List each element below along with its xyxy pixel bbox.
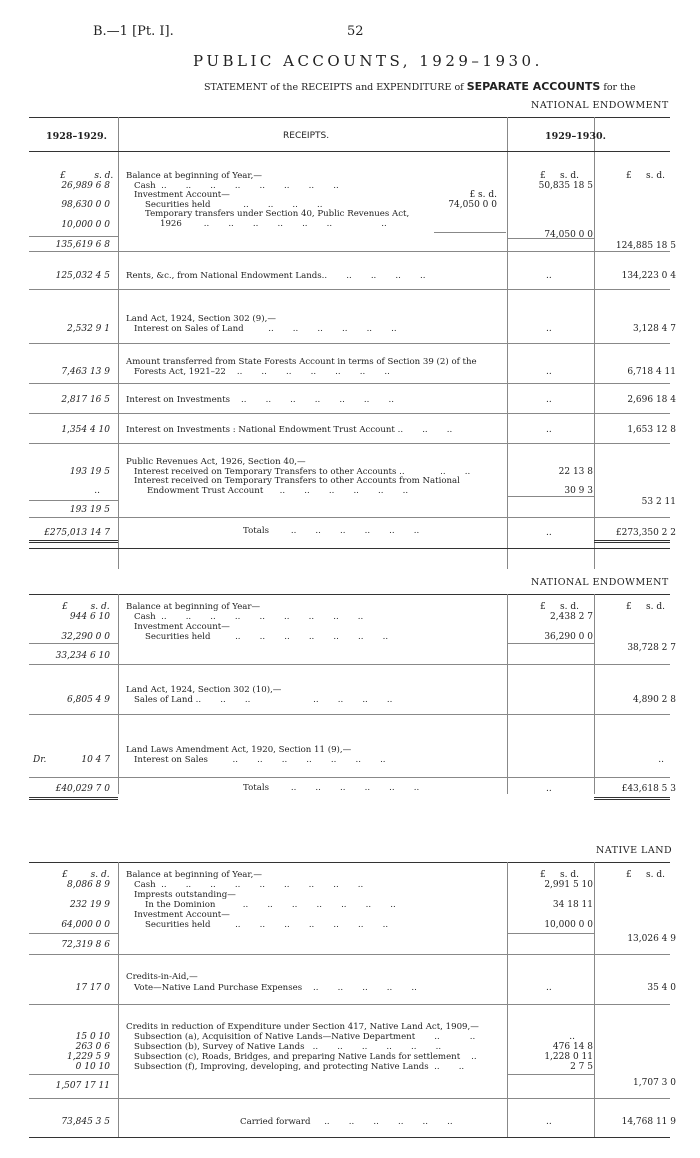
report-reference: B.—1 [Pt. I]. xyxy=(93,24,174,39)
s3-vote-prev: 17 17 0 xyxy=(75,983,110,993)
investment-mid: 74,050 0 0 xyxy=(544,230,593,240)
s3-vote-curr: 35 4 0 xyxy=(647,983,676,993)
s2-sales-prev: 6,805 4 9 xyxy=(67,695,110,705)
s2-balance-subtotal-prev: 33,234 6 10 xyxy=(55,651,110,661)
s2-interest-sales-prev: 10 4 7 xyxy=(81,755,110,765)
s3-carried-forward-prev: 73,845 3 5 xyxy=(61,1117,110,1127)
s3-dominion-mid: 34 18 11 xyxy=(552,900,593,910)
page-number: 52 xyxy=(347,24,364,39)
section1-name: NATIONAL ENDOWMENT xyxy=(531,100,669,111)
public-revenues-subtotal-prev: 193 19 5 xyxy=(69,505,110,515)
s3-mid-currency-head xyxy=(540,870,579,880)
s3-sub-c-mid: 1,228 0 11 xyxy=(544,1052,593,1062)
s2-cash-prev: 944 6 10 xyxy=(69,612,110,622)
s3-reduction-label: Credits in reduction of Expenditure under Section 417, Native Land Act, 1909,— xyxy=(126,1022,479,1032)
land-act-prev: 2,532 9 1 xyxy=(67,324,110,334)
s3-sub-c-label: Subsection (c), Roads, Bridges, and preparing Native Lands for settlement .. xyxy=(134,1052,477,1062)
s3-securities-text: Securities held xyxy=(145,920,211,930)
section2-name: NATIONAL ENDOWMENT xyxy=(531,577,669,588)
s2-balance-label: Balance at beginning of Year— xyxy=(126,602,261,612)
forests-label: Amount transferred from State Forests Account in terms of Section 39 (2) of the xyxy=(126,357,477,367)
s3-sub-b-prev: 263 0 6 xyxy=(75,1042,110,1052)
s3-sub-a-prev: 15 0 10 xyxy=(75,1032,110,1042)
s3-sub-c-prev: 1,229 5 9 xyxy=(67,1052,110,1062)
s2-securities-text: Securities held xyxy=(145,632,211,642)
s3-securities-label: Securities held .. .. .. .. .. .. .. xyxy=(145,920,389,930)
s3-vote-mid-dots: .. xyxy=(546,983,552,993)
totals-text: Totals xyxy=(243,526,269,536)
s2-securities-label: Securities held .. .. .. .. .. .. .. xyxy=(145,632,389,642)
public-revenues-line4-text: Endowment Trust Account xyxy=(147,486,264,496)
s3-cash-prev: 8,086 8 9 xyxy=(67,880,110,890)
s2-sales-label: Sales of Land .. .. .. .. .. .. .. xyxy=(134,695,393,705)
s2-securities-prev: 32,290 0 0 xyxy=(61,632,110,642)
trust-interest-mid-dots: .. xyxy=(546,425,552,435)
s3-imprests-label: Imprests outstanding— xyxy=(134,890,236,900)
s3-carried-forward-text: Carried forward xyxy=(240,1117,311,1127)
land-act-label: Land Act, 1924, Section 302 (9),— xyxy=(126,314,276,324)
investment-interest-label: Interest on Investments .. .. .. .. .. .. .. xyxy=(126,395,394,405)
s3-mid-sd: s. d. xyxy=(560,870,580,880)
balance-label: Balance at beginning of Year,— xyxy=(126,171,262,181)
s2-land-laws-label: Land Laws Amendment Act, 1920, Section 11 (9),— xyxy=(126,745,352,755)
s3-credits-label: Credits-in-Aid,— xyxy=(126,972,198,982)
securities-inner: 74,050 0 0 xyxy=(448,200,497,210)
trust-interest-prev: 1,354 4 10 xyxy=(61,425,110,435)
trust-interest-text: Interest on Investments : National Endowment Trust Account xyxy=(126,425,395,435)
s3-sub-f-label: Subsection (f), Improving, developing, and protecting Native Lands .. .. xyxy=(134,1062,465,1072)
s2-sales-text: Sales of Land xyxy=(134,695,193,705)
land-act-interest-label: Interest on Sales of Land .. .. .. .. .. .. xyxy=(134,324,397,334)
s3-dominion-text: In the Dominion xyxy=(145,900,216,910)
investment-label: Investment Account— xyxy=(134,190,230,200)
investment-interest-text: Interest on Investments xyxy=(126,395,231,405)
totals-mid-dots: .. xyxy=(546,528,552,538)
s3-sub-b-mid: 476 14 8 xyxy=(552,1042,593,1052)
forests-curr: 6,718 4 11 xyxy=(627,367,676,377)
s3-sub-a-label: Subsection (a), Acquisition of Native Lands—Native Department .. .. xyxy=(134,1032,476,1042)
s3-mid-pound: £ xyxy=(540,870,546,880)
s3-cash-mid: 2,991 5 10 xyxy=(544,880,593,890)
securities-text: Securities held xyxy=(145,200,211,210)
s3-balance-label: Balance at beginning of Year,— xyxy=(126,870,262,880)
securities-prev: 98,630 0 0 xyxy=(61,200,110,210)
land-act-interest-text: Interest on Sales of Land xyxy=(134,324,244,334)
s3-vote-text: Vote—Native Land Purchase Expenses xyxy=(134,983,303,993)
rents-label: Rents, &c., from National Endowment Lands.. .. .. .. .. xyxy=(126,271,426,281)
s3-balance-subtotal-prev: 72,319 8 6 xyxy=(61,940,110,950)
s2-interest-sales-text: Interest on Sales xyxy=(134,755,208,765)
s2-interest-sales-curr: .. xyxy=(658,755,664,765)
s2-mid-currency-head xyxy=(540,602,579,612)
land-act-mid-dots: .. xyxy=(546,324,552,334)
totals-prev: £275,013 14 7 xyxy=(44,528,110,538)
s2-totals-text: Totals xyxy=(243,783,269,793)
prev-currency-head: £ s. d. xyxy=(60,171,114,181)
temp-year-text: 1926 xyxy=(160,219,182,229)
s3-securities-mid: 10,000 0 0 xyxy=(544,920,593,930)
public-revenues-prev2: .. xyxy=(94,486,100,496)
section3-name: NATIVE LAND xyxy=(596,845,673,856)
s2-totals-prev: £40,029 7 0 xyxy=(55,784,110,794)
s2-securities-mid: 36,290 0 0 xyxy=(544,632,593,642)
s2-cash-text: Cash xyxy=(134,612,156,622)
s3-reduction-curr: 1,707 3 0 xyxy=(633,1078,676,1088)
trust-interest-label: Interest on Investments : National Endowment Trust Account .. .. .. xyxy=(126,425,453,435)
land-act-curr: 3,128 4 7 xyxy=(633,324,676,334)
statement-pre: STATEMENT of the RECEIPTS and EXPENDITURE of xyxy=(204,82,464,93)
trust-interest-curr: 1,653 12 8 xyxy=(627,425,676,435)
column-header-current-year: 1929–1930. xyxy=(545,131,606,142)
s2-totals-label: Totals .. .. .. .. .. .. xyxy=(243,783,420,793)
public-revenues-line3: Interest received on Temporary Transfers to other Accounts from National xyxy=(134,476,460,486)
temp-transfer-label: Temporary transfers under Section 40, Public Revenues Act, xyxy=(145,209,410,219)
mid-sd: s. d. xyxy=(560,171,580,181)
rents-text: Rents, &c., from National Endowment Lands xyxy=(126,271,322,281)
s3-reduction-subtotal-prev: 1,507 17 11 xyxy=(55,1081,110,1091)
s3-sub-a-mid: .. xyxy=(569,1032,575,1042)
s3-vote-label: Vote—Native Land Purchase Expenses .. .. .. .. .. xyxy=(134,983,417,993)
column-header-previous-year: 1928–1929. xyxy=(46,131,107,142)
public-revenues-line2: Interest received on Temporary Transfers to other Accounts .. .. .. xyxy=(134,467,471,477)
s3-dominion-label: In the Dominion .. .. .. .. .. .. .. xyxy=(145,900,396,910)
s3-sub-f-text: Subsection (f), Improving, developing, and protecting Native Lands xyxy=(134,1062,429,1072)
rents-mid-dots: .. xyxy=(546,271,552,281)
s2-balance-total: 38,728 2 7 xyxy=(627,643,676,653)
s3-cash-label: Cash .. .. .. .. .. .. .. .. .. xyxy=(134,880,364,890)
investment-interest-curr: 2,696 18 4 xyxy=(627,395,676,405)
s2-land-act-label: Land Act, 1924, Section 302 (10),— xyxy=(126,685,282,695)
cash-text: Cash xyxy=(134,181,156,191)
s3-carried-forward-mid-dots: .. xyxy=(546,1117,552,1127)
s3-curr-currency-head: £ s. d. xyxy=(626,870,665,880)
s2-cash-label: Cash .. .. .. .. .. .. .. .. .. xyxy=(134,612,364,622)
s3-sub-a-text: Subsection (a), Acquisition of Native Lands—Native Department xyxy=(134,1032,416,1042)
balance-total: 124,885 18 5 xyxy=(615,241,676,251)
s3-carried-forward-curr: 14,768 11 9 xyxy=(621,1117,676,1127)
forests-prev: 7,463 13 9 xyxy=(61,367,110,377)
s2-prev-currency-head: £ s. d. xyxy=(62,602,110,612)
public-revenues-curr: 53 2 11 xyxy=(641,497,676,507)
s3-investment-label: Investment Account— xyxy=(134,910,230,920)
s2-cash-mid: 2,438 2 7 xyxy=(550,612,593,622)
cash-mid: 50,835 18 5 xyxy=(538,181,593,191)
mid-pound: £ xyxy=(540,171,546,181)
cash-label: Cash .. .. .. .. .. .. .. .. xyxy=(134,181,339,191)
public-revenues-mid1: 22 13 8 xyxy=(558,467,593,477)
public-revenues-label: Public Revenues Act, 1926, Section 40,— xyxy=(126,457,306,467)
statement-post: for the xyxy=(603,82,636,93)
temp-transfer-year: 1926 .. .. .. .. .. .. .. xyxy=(160,219,387,229)
s2-investment-label: Investment Account— xyxy=(134,622,230,632)
column-header-receipts: RECEIPTS. xyxy=(283,131,330,141)
s3-securities-prev: 64,000 0 0 xyxy=(61,920,110,930)
s3-sub-f-mid: 2 7 5 xyxy=(570,1062,593,1072)
public-revenues-line2-text: Interest received on Temporary Transfers to other Accounts xyxy=(134,467,397,477)
s3-cash-text: Cash xyxy=(134,880,156,890)
s2-sales-curr: 4,890 2 8 xyxy=(633,695,676,705)
page-title: PUBLIC ACCOUNTS, 1929–1930. xyxy=(193,52,543,70)
s3-balance-total: 13,026 4 9 xyxy=(627,934,676,944)
s3-dominion-prev: 232 19 9 xyxy=(69,900,110,910)
forests-act-text: Forests Act, 1921–22 xyxy=(134,367,226,377)
totals-label: Totals .. .. .. .. .. .. xyxy=(243,526,420,536)
s3-prev-currency-head: £ s. d. xyxy=(62,870,110,880)
mid-currency-head xyxy=(540,171,579,181)
public-revenues-mid2: 30 9 3 xyxy=(564,486,593,496)
totals-curr: £273,350 2 2 xyxy=(615,528,676,538)
public-revenues-prev1: 193 19 5 xyxy=(69,467,110,477)
s2-debit-marker: Dr. xyxy=(33,755,47,765)
securities-label: Securities held .. .. .. .. xyxy=(145,200,323,210)
balance-subtotal-prev: 135,619 6 8 xyxy=(55,240,110,250)
investment-interest-prev: 2,817 16 5 xyxy=(61,395,110,405)
s2-mid-sd: s. d. xyxy=(560,602,580,612)
s3-sub-b-label: Subsection (b), Survey of Native Lands .. .. .. .. .. .. xyxy=(134,1042,442,1052)
s3-sub-f-prev: 0 10 10 xyxy=(75,1062,110,1072)
statement-bold: SEPARATE ACCOUNTS xyxy=(466,80,601,93)
rents-prev: 125,032 4 5 xyxy=(55,271,110,281)
s2-curr-currency-head: £ s. d. xyxy=(626,602,665,612)
curr-currency-head: £ s. d. xyxy=(626,171,665,181)
s2-mid-pound: £ xyxy=(540,602,546,612)
temp-transfer-prev: 10,000 0 0 xyxy=(61,220,110,230)
cash-prev: 26,989 6 8 xyxy=(61,181,110,191)
investment-interest-mid-dots: .. xyxy=(546,395,552,405)
s3-carried-forward-label: Carried forward .. .. .. .. .. .. xyxy=(240,1117,453,1127)
s3-sub-c-text: Subsection (c), Roads, Bridges, and preparing Native Lands for settlement xyxy=(134,1052,461,1062)
public-revenues-line4: Endowment Trust Account .. .. .. .. .. .. xyxy=(147,486,409,496)
s2-totals-curr: £43,618 5 3 xyxy=(621,784,676,794)
s2-interest-sales-label: Interest on Sales .. .. .. .. .. .. .. xyxy=(134,755,386,765)
forests-mid-dots: .. xyxy=(546,367,552,377)
s2-totals-mid-dots: .. xyxy=(546,784,552,794)
statement-heading xyxy=(204,80,636,93)
s3-sub-b-text: Subsection (b), Survey of Native Lands xyxy=(134,1042,305,1052)
forests-act-label: Forests Act, 1921–22 .. .. .. .. .. .. .. xyxy=(134,367,390,377)
rents-curr: 134,223 0 4 xyxy=(621,271,676,281)
securities-inner-head: £ s. d. xyxy=(469,190,497,200)
